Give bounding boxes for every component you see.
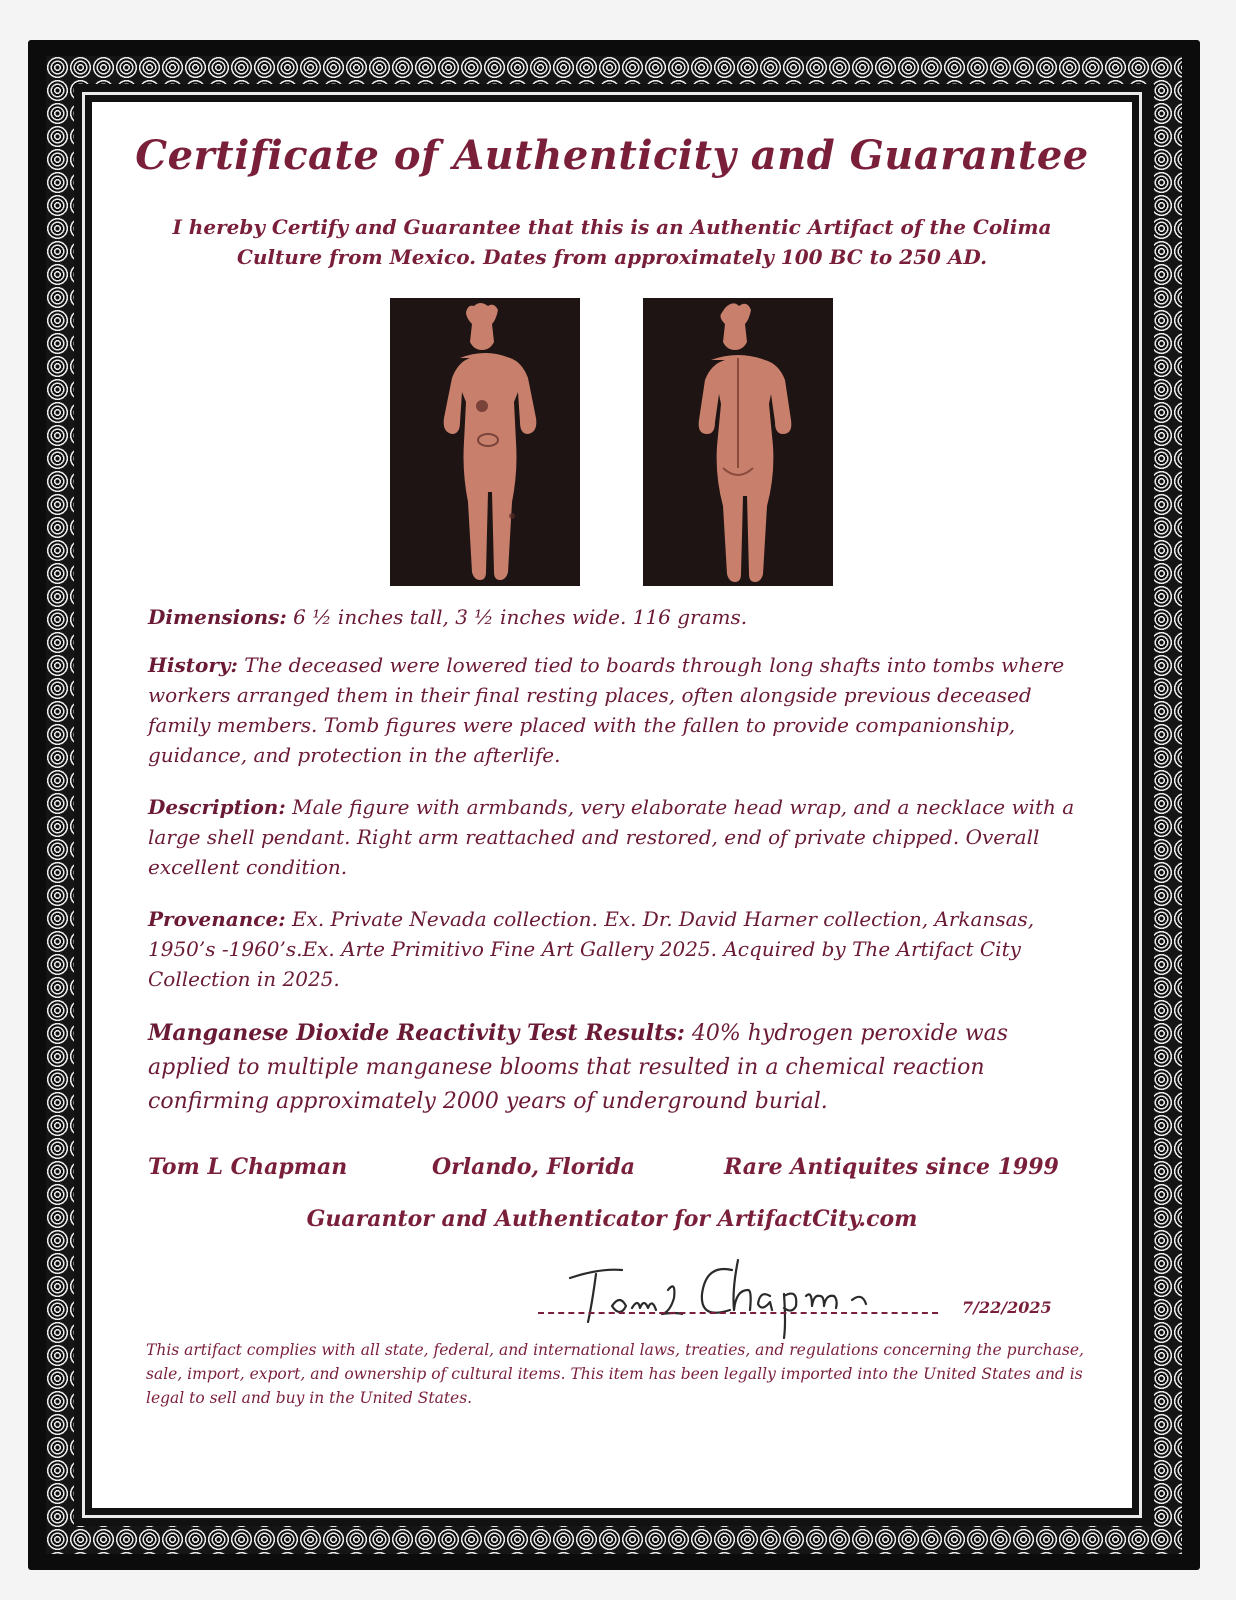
signature-icon — [562, 1230, 902, 1340]
certificate-intro — [132, 212, 1092, 272]
business-since: Rare Antiquites since 1999 — [724, 1154, 1059, 1180]
description-paragraph — [148, 792, 1078, 882]
figure-front-icon — [390, 298, 580, 586]
manganese-text: 40% hydrogen peroxide was applied to multiple manganese blooms that resulted in a chemical reaction confirming approximately 2000 years of underground burial. — [148, 1021, 1009, 1114]
provenance-label: Provenance: — [148, 907, 286, 931]
legal-notice: This artifact complies with all state, federal, and international laws, treaties, and regulations concerning the purchase, sale, import, export, and ownership of cultural items. This item has been legally imported into the United States and is legal to sell and buy in the United States. — [146, 1341, 1084, 1407]
handwritten-signature — [562, 1230, 902, 1340]
description-label: Description: — [148, 795, 286, 819]
artifact-photo-back — [643, 298, 833, 586]
signer-name: Tom L Chapman — [148, 1154, 348, 1180]
artifact-photo-front — [390, 298, 580, 586]
provenance-paragraph — [148, 904, 1078, 994]
description-text: Male figure with armbands, very elaborate head wrap, and a necklace with a large shell pendant. Right arm reattached and restored, end of private chipped. Overall excellent condition. — [148, 795, 1075, 879]
dimensions-label: Dimensions: — [148, 605, 287, 629]
manganese-paragraph — [148, 1016, 1078, 1119]
signature-line — [538, 1312, 938, 1314]
history-label: History: — [148, 653, 238, 677]
guarantor-line: Guarantor and Authenticator for ArtifactCity.com — [306, 1206, 918, 1232]
history-text: The deceased were lowered tied to boards through long shafts into tombs where workers arranged them in their final resting places, often alongside previous deceased family members. Tomb figures were placed with the fallen to provide companionship, guidance, and protection in the afterlife. — [148, 653, 1065, 767]
intro-line-2: Culture from Mexico. Dates from approximately 100 BC to 250 AD. — [236, 245, 988, 269]
signer-location: Orlando, Florida — [432, 1154, 635, 1180]
certificate-title: Certificate of Authenticity and Guarantee — [135, 132, 1089, 179]
provenance-text: Ex. Private Nevada collection. Ex. Dr. David Harner collection, Arkansas, 1950’s -1960’s.Ex. Arte Primitivo Fine Art Gallery 2025. Acquired by The Artifact City Collection in 2025. — [148, 907, 1035, 991]
certificate-page — [92, 102, 1132, 1508]
signature-date: 7/22/2025 — [962, 1298, 1052, 1317]
history-paragraph — [148, 650, 1078, 770]
manganese-label: Manganese Dioxide Reactivity Test Results: — [148, 1020, 685, 1046]
figure-back-icon — [643, 298, 833, 586]
dimensions-text: 6 ½ inches tall, 3 ½ inches wide. 116 grams. — [286, 605, 748, 629]
intro-line-1: I hereby Certify and Guarantee that this is an Authentic Artifact of the Colima — [172, 215, 1052, 239]
dimensions-paragraph — [148, 602, 1078, 632]
